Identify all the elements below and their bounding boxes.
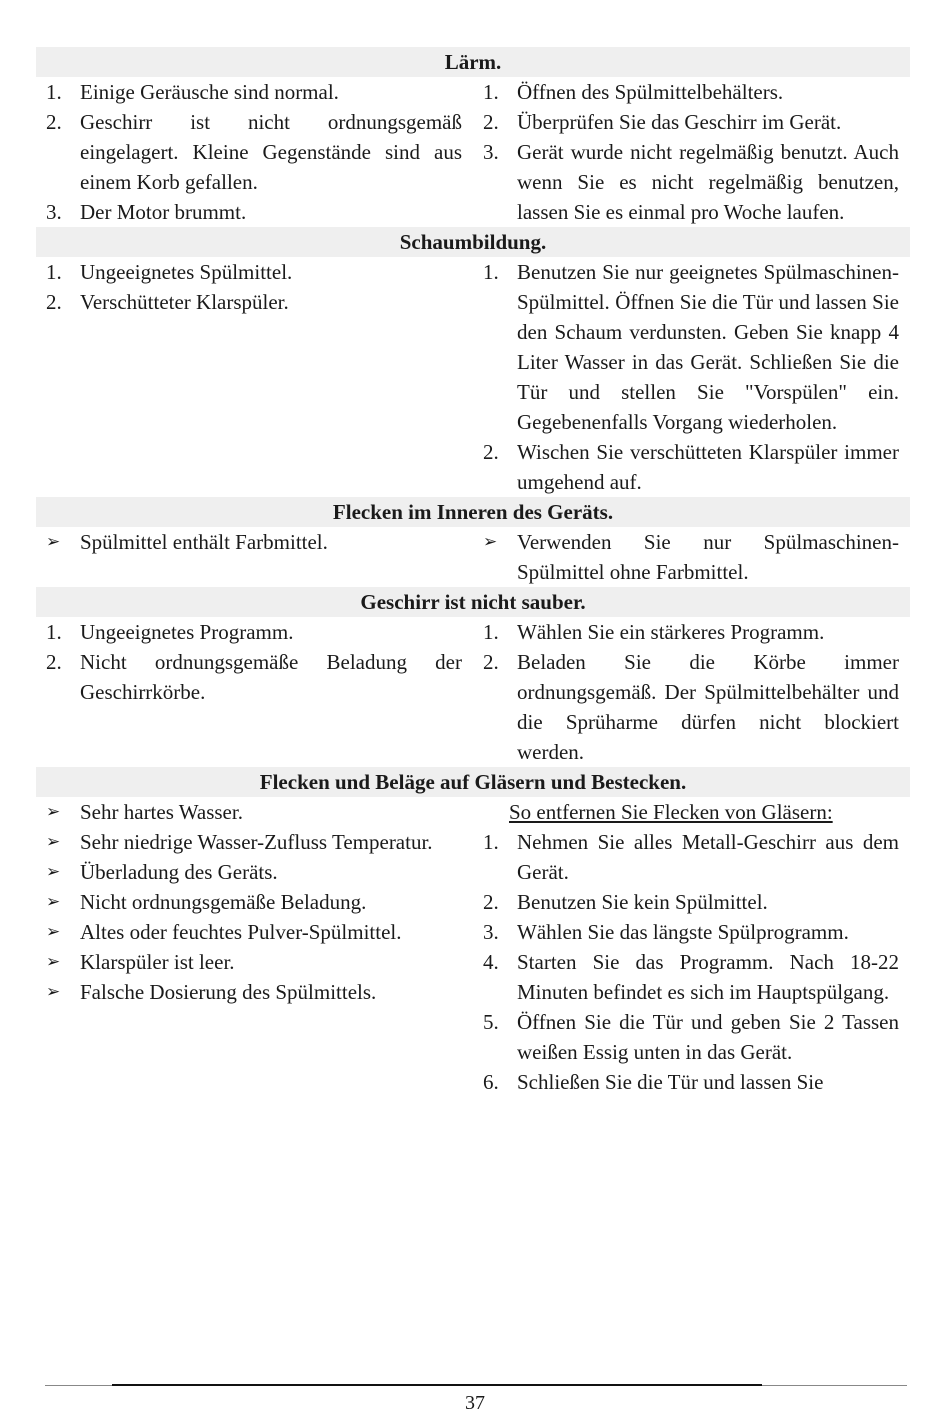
section-heading: Schaumbildung. (36, 227, 910, 257)
list-item (473, 617, 899, 647)
list-item-text: Gerät wurde nicht regelmäßig benutzt. Auch wenn Sie es nicht regelmäßig benutzen, lassen Sie es einmal pro Woche laufen. (517, 140, 899, 224)
cause-column (36, 527, 473, 587)
list-number: 2. (483, 110, 499, 134)
list-item-text: Verwenden Sie nur Spülmaschinen-Spülmittel ohne Farbmittel. (517, 530, 899, 584)
page-number: 37 (465, 1392, 485, 1414)
section-row (36, 617, 910, 767)
section-heading: Flecken und Beläge auf Gläsern und Bestecken. (36, 767, 910, 797)
list-number: 5. (483, 1010, 499, 1034)
list-number: 2. (483, 650, 499, 674)
list-number: 2. (483, 890, 499, 914)
list-item (473, 1067, 899, 1097)
list-item (473, 887, 899, 917)
list-item (473, 647, 899, 767)
list-item (473, 137, 899, 227)
section-row (36, 527, 910, 587)
remedy-list (473, 617, 899, 767)
list-item-text: Altes oder feuchtes Pulver-Spülmittel. (80, 920, 402, 944)
remedy-list (473, 827, 899, 1097)
list-item-text: Sehr niedrige Wasser-Zufluss Temperatur. (80, 830, 433, 854)
list-item (36, 287, 462, 317)
list-number: 2. (46, 110, 62, 134)
list-item (36, 887, 462, 917)
list-item (36, 647, 462, 707)
list-item (473, 917, 899, 947)
section-heading: Flecken im Inneren des Geräts. (36, 497, 910, 527)
list-item-text: Spülmittel enthält Farbmittel. (80, 530, 328, 554)
list-item (473, 527, 899, 587)
cause-column (36, 257, 473, 497)
list-item (36, 617, 462, 647)
cause-list (36, 77, 462, 227)
list-item (36, 857, 462, 887)
list-item-text: Beladen Sie die Körbe immer ordnungsgemäß. Der Spülmittelbehälter und die Sprüharme dürfen nicht blockiert werden. (517, 650, 899, 764)
list-item-text: Überladung des Geräts. (80, 860, 278, 884)
section-row (36, 257, 910, 497)
list-number: 2. (483, 440, 499, 464)
list-item (473, 827, 899, 887)
list-item-text: Ungeeignetes Programm. (80, 620, 294, 644)
list-item (473, 77, 899, 107)
remedy-column (473, 257, 910, 497)
section-heading: Lärm. (36, 47, 910, 77)
list-item (36, 947, 462, 977)
list-item-text: Wählen Sie ein stärkeres Programm. (517, 620, 825, 644)
arrow-bullet-icon: ➢ (46, 802, 61, 821)
list-item-text: Der Motor brummt. (80, 200, 247, 224)
list-item-text: Überprüfen Sie das Geschirr im Gerät. (517, 110, 842, 134)
remedy-column (473, 77, 910, 227)
list-item (36, 257, 462, 287)
cause-column (36, 797, 473, 1097)
list-item (36, 797, 462, 827)
list-item (473, 437, 899, 497)
list-item-text: Benutzen Sie nur geeignetes Spülmaschinen-Spülmittel. Öffnen Sie die Tür und lassen Sie den Schaum verdunsten. Geben Sie knapp 4 Liter Wasser in das Gerät. Schließen Sie die Tür und stellen Sie "Vorspülen" ein. Gegebenenfalls Vorgang wiederholen. (517, 260, 899, 434)
list-item-text: Nehmen Sie alles Metall-Geschirr aus dem Gerät. (517, 830, 899, 884)
list-item-text: Wählen Sie das längste Spülprogramm. (517, 920, 849, 944)
troubleshooting-table (36, 47, 910, 1097)
list-item (473, 1007, 899, 1067)
list-item-text: Schließen Sie die Tür und lassen Sie (517, 1070, 824, 1094)
list-item-text: Klarspüler ist leer. (80, 950, 235, 974)
list-number: 1. (483, 260, 499, 284)
list-number: 1. (46, 80, 62, 104)
list-item-text: Nicht ordnungsgemäße Beladung der Geschirrkörbe. (80, 650, 462, 704)
remedy-list (473, 527, 899, 587)
list-item (473, 107, 899, 137)
remedy-list (473, 257, 899, 497)
list-number: 1. (46, 260, 62, 284)
cause-list (36, 527, 462, 557)
list-item-text: Falsche Dosierung des Spülmittels. (80, 980, 377, 1004)
cause-list (36, 257, 462, 317)
remedy-column (473, 797, 910, 1097)
arrow-bullet-icon: ➢ (46, 862, 61, 881)
cause-column (36, 617, 473, 767)
list-number: 1. (483, 80, 499, 104)
list-number: 1. (483, 830, 499, 854)
list-number: 2. (46, 290, 62, 314)
list-item (473, 257, 899, 437)
footer-divider (45, 1385, 907, 1386)
remedy-column (473, 617, 910, 767)
list-item (473, 947, 899, 1007)
list-item-text: Benutzen Sie kein Spülmittel. (517, 890, 768, 914)
list-item-text: Ungeeignetes Spülmittel. (80, 260, 293, 284)
remedy-list (473, 77, 899, 227)
list-number: 3. (46, 200, 62, 224)
list-item-text: Geschirr ist nicht ordnungsgemäß eingelagert. Kleine Gegenstände sind aus einem Korb gefallen. (80, 110, 462, 194)
section-row (36, 77, 910, 227)
list-number: 1. (46, 620, 62, 644)
list-item (36, 527, 462, 557)
list-item-text: Starten Sie das Programm. Nach 18-22 Minuten befindet es sich im Hauptspülgang. (517, 950, 899, 1004)
arrow-bullet-icon: ➢ (46, 982, 61, 1001)
list-item (36, 917, 462, 947)
remedy-column (473, 527, 910, 587)
arrow-bullet-icon: ➢ (46, 922, 61, 941)
list-item (36, 197, 462, 227)
section-row (36, 797, 910, 1097)
arrow-bullet-icon: ➢ (483, 532, 498, 551)
arrow-bullet-icon: ➢ (46, 952, 61, 971)
list-item-text: Verschütteter Klarspüler. (80, 290, 289, 314)
list-item-text: Öffnen Sie die Tür und geben Sie 2 Tassen weißen Essig unten in das Gerät. (517, 1010, 899, 1064)
list-item-text: Sehr hartes Wasser. (80, 800, 243, 824)
arrow-bullet-icon: ➢ (46, 832, 61, 851)
list-number: 2. (46, 650, 62, 674)
arrow-bullet-icon: ➢ (46, 532, 61, 551)
list-number: 3. (483, 140, 499, 164)
list-item (36, 827, 462, 857)
cause-column (36, 77, 473, 227)
list-item (36, 977, 462, 1007)
list-number: 4. (483, 950, 499, 974)
list-item-text: Öffnen des Spülmittelbehälters. (517, 80, 784, 104)
arrow-bullet-icon: ➢ (46, 892, 61, 911)
cause-list (36, 617, 462, 707)
list-item-text: Nicht ordnungsgemäße Beladung. (80, 890, 367, 914)
list-item (36, 77, 462, 107)
list-number: 1. (483, 620, 499, 644)
list-item-text: Einige Geräusche sind normal. (80, 80, 339, 104)
list-item-text: Wischen Sie verschütteten Klarspüler immer umgehend auf. (517, 440, 899, 494)
remedy-intro: So entfernen Sie Flecken von Gläsern: (509, 800, 833, 824)
cause-list (36, 797, 462, 1007)
section-heading: Geschirr ist nicht sauber. (36, 587, 910, 617)
list-item (36, 107, 462, 197)
list-number: 6. (483, 1070, 499, 1094)
list-number: 3. (483, 920, 499, 944)
